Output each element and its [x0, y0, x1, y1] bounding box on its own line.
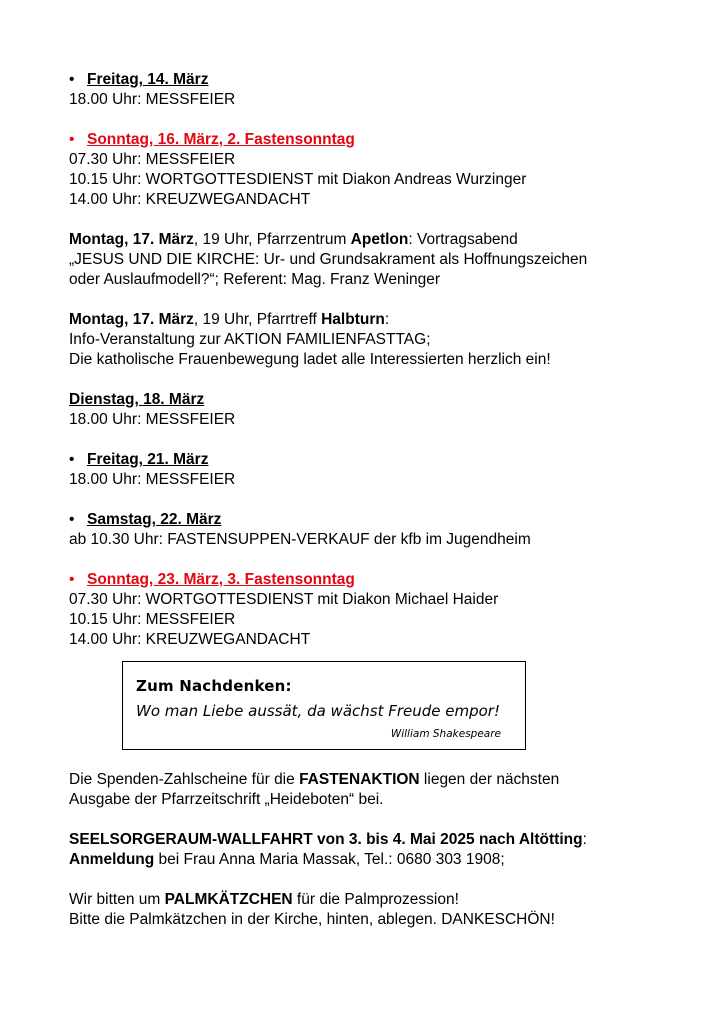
donation-text: liegen der nächsten	[419, 771, 560, 788]
pilgrimage-notice	[69, 830, 669, 850]
pilgrimage-title: SEELSORGERAUM-WALLFAHRT von 3. bis 4. Mai 2025 nach Altötting	[69, 831, 583, 848]
donation-text: Die Spenden-Zahlscheine für die	[69, 771, 300, 788]
event-date: Sonntag, 23. März, 3. Fastensonntag	[87, 571, 355, 588]
reflection-heading: Zum Nachdenken:	[136, 677, 292, 695]
event-line: ab 10.30 Uhr: FASTENSUPPEN-VERKAUF der kfb im Jugendheim	[69, 531, 531, 548]
event-time: , 19 Uhr, Pfarrtreff	[193, 311, 322, 328]
event-date: Sonntag, 16. März, 2. Fastensonntag	[87, 131, 355, 148]
event-heading	[69, 70, 669, 90]
event-line: Info-Veranstaltung zur AKTION FAMILIENFASTTAG;	[69, 331, 431, 348]
event-date: Samstag, 22. März	[87, 511, 222, 528]
event-heading	[69, 570, 669, 590]
event-line: 18.00 Uhr: MESSFEIER	[69, 471, 236, 488]
event-date: Freitag, 21. März	[87, 451, 209, 468]
event-time: , 19 Uhr, Pfarrzentrum	[193, 231, 351, 248]
event-type: :	[384, 311, 390, 328]
donation-campaign: FASTENAKTION	[299, 771, 420, 788]
palm-text: Wir bitten um	[69, 891, 165, 908]
schedule	[69, 70, 669, 650]
palm-text: für die Palmprozession!	[292, 891, 459, 908]
event-type: : Vortragsabend	[408, 231, 518, 248]
event-line: Die katholische Frauenbewegung ladet alle Interessierten herzlich ein!	[69, 351, 551, 368]
event-line: 18.00 Uhr: MESSFEIER	[69, 91, 236, 108]
registration-contact: bei Frau Anna Maria Massak, Tel.: 0680 303 1908;	[154, 851, 505, 868]
event-heading	[69, 510, 669, 530]
palm-notice	[69, 890, 669, 910]
event-place: Apetlon	[350, 231, 409, 248]
event-line: 07.30 Uhr: MESSFEIER	[69, 151, 236, 168]
event-line: 10.15 Uhr: MESSFEIER	[69, 611, 236, 628]
event-date: Montag, 17. März	[69, 311, 194, 328]
pilgrimage-registration	[69, 850, 669, 870]
event-line: „JESUS UND DIE KIRCHE: Ur- und Grundsakrament als Hoffnungszeichen	[69, 251, 588, 268]
reflection-author: William Shakespeare	[390, 728, 501, 740]
bullet-icon: •	[69, 571, 75, 588]
reflection-box	[122, 661, 526, 750]
event-line: oder Auslaufmodell?“; Referent: Mag. Franz Weninger	[69, 271, 441, 288]
event-heading	[69, 130, 669, 150]
bullet-icon: •	[69, 71, 75, 88]
bullet-icon: •	[69, 511, 75, 528]
event-place: Halbturn	[321, 311, 385, 328]
pilgrimage-colon: :	[582, 831, 587, 848]
event-line: 14.00 Uhr: KREUZWEGANDACHT	[69, 191, 311, 208]
reflection-quote: Wo man Liebe aussät, da wächst Freude empor!	[136, 702, 500, 720]
event-heading	[69, 230, 669, 250]
event-line: 18.00 Uhr: MESSFEIER	[69, 411, 236, 428]
donation-notice	[69, 770, 669, 790]
bullet-icon: •	[69, 451, 75, 468]
event-heading	[69, 390, 669, 410]
event-heading	[69, 450, 669, 470]
event-line: 07.30 Uhr: WORTGOTTESDIENST mit Diakon Michael Haider	[69, 591, 499, 608]
registration-label: Anmeldung	[69, 851, 155, 868]
donation-notice-line2: Ausgabe der Pfarrzeitschrift „Heideboten“ bei.	[69, 791, 384, 808]
event-line: 10.15 Uhr: WORTGOTTESDIENST mit Diakon Andreas Wurzinger	[69, 171, 527, 188]
palm-item: PALMKÄTZCHEN	[164, 891, 293, 908]
announcements	[69, 770, 669, 930]
palm-instructions: Bitte die Palmkätzchen in der Kirche, hinten, ablegen. DANKESCHÖN!	[69, 911, 555, 928]
event-date: Dienstag, 18. März	[69, 391, 205, 408]
bullet-icon: •	[69, 131, 75, 148]
event-date: Freitag, 14. März	[87, 71, 209, 88]
event-line: 14.00 Uhr: KREUZWEGANDACHT	[69, 631, 311, 648]
event-heading	[69, 310, 669, 330]
event-date: Montag, 17. März	[69, 231, 194, 248]
